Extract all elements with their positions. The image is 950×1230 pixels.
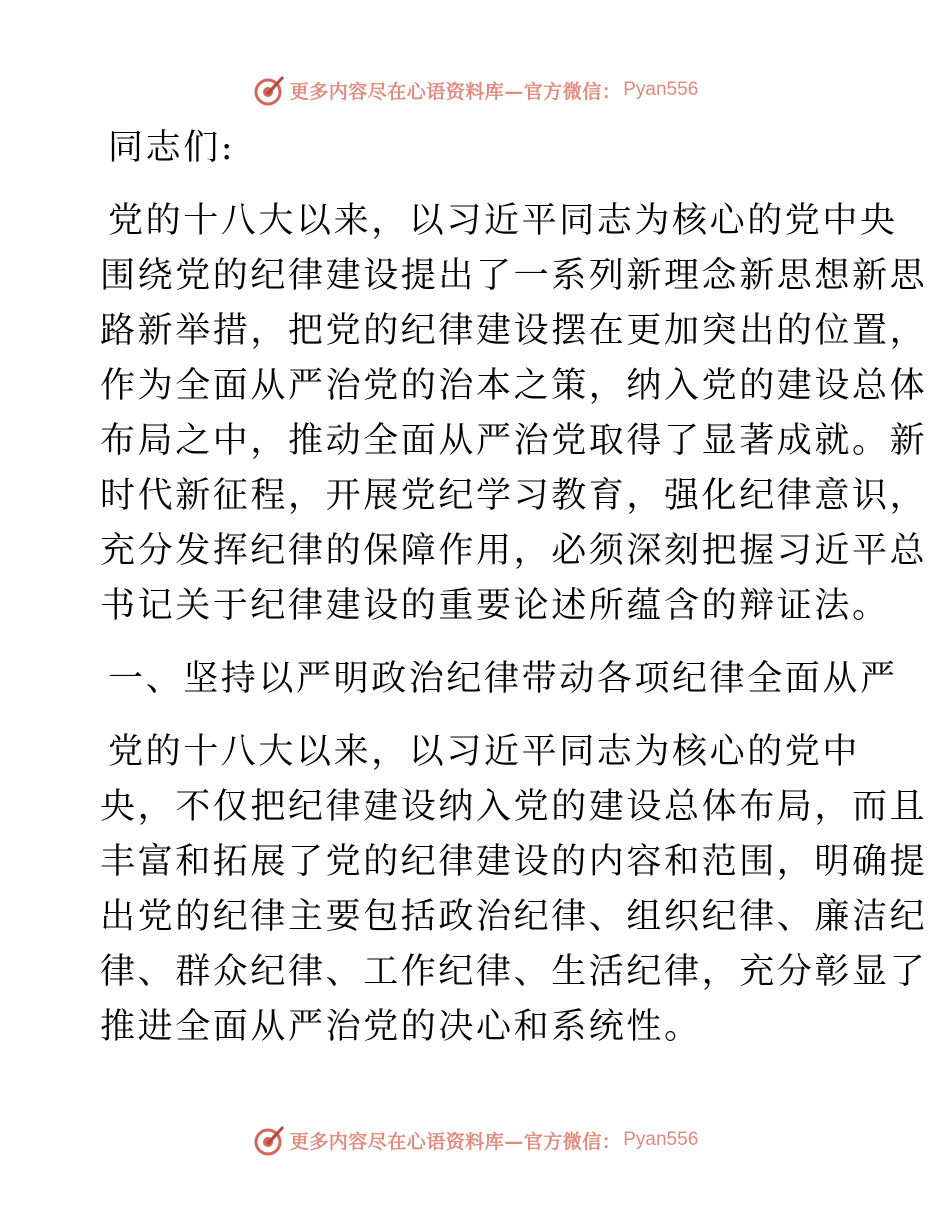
para1-line: 路新举措，把党的纪律建设摆在更加突出的位置， [100, 311, 928, 351]
para1-line: 充分发挥纪律的保障作用，必须深刻把握习近平总 [100, 531, 928, 571]
section-heading: 一、坚持以严明政治纪律带动各项纪律全面从严 [108, 659, 898, 699]
watermark-wechat-id: Pyan556 [623, 1129, 699, 1150]
quill-logo-icon [252, 1123, 286, 1157]
salutation: 同志们: [108, 128, 236, 168]
para2-line: 央，不仅把纪律建设纳入党的建设总体布局，而且 [100, 787, 928, 827]
para2-line: 出党的纪律主要包括政治纪律、组织纪律、廉洁纪 [100, 897, 928, 937]
watermark-text: 更多内容尽在心语资料库—官方微信： [289, 80, 622, 103]
para1-line: 布局之中，推动全面从严治党取得了显著成就。新 [100, 421, 928, 461]
para2-line: 丰富和拓展了党的纪律建设的内容和范围，明确提 [100, 842, 928, 882]
para2-line: 推进全面从严治党的决心和系统性。 [100, 1007, 702, 1047]
watermark-wechat-id: Pyan556 [623, 79, 699, 100]
quill-logo-icon [252, 73, 286, 107]
para1-line: 时代新征程，开展党纪学习教育，强化纪律意识， [100, 476, 928, 516]
watermark-banner-bottom [0, 1120, 950, 1160]
para2-line: 党的十八大以来，以习近平同志为核心的党中 [108, 732, 861, 772]
para1-line: 书记关于纪律建设的重要论述所蕴含的辩证法。 [100, 586, 890, 626]
para1-line: 围绕党的纪律建设提出了一系列新理念新思想新思 [100, 256, 928, 296]
watermark-text: 更多内容尽在心语资料库—官方微信： [289, 1130, 622, 1153]
watermark-banner-top [0, 70, 950, 110]
para1-line: 作为全面从严治党的治本之策，纳入党的建设总体 [100, 366, 928, 406]
para2-line: 律、群众纪律、工作纪律、生活纪律，充分彰显了 [100, 952, 928, 992]
para1-line: 党的十八大以来，以习近平同志为核心的党中央 [108, 201, 898, 241]
